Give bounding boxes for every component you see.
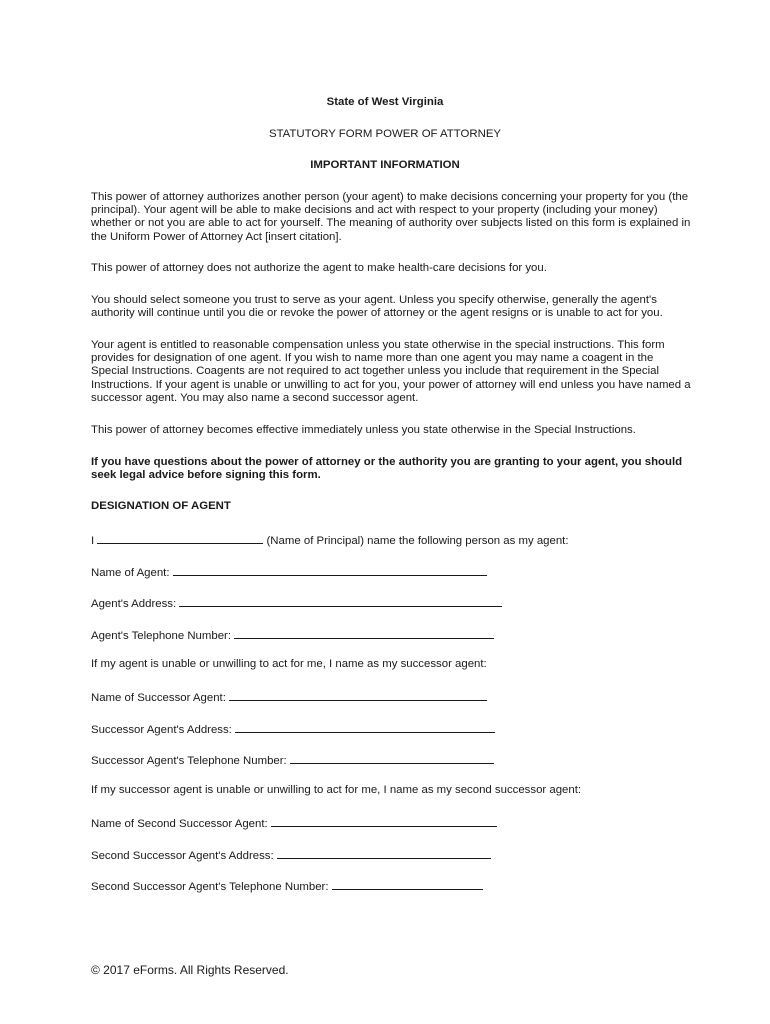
second-successor-address-label: Second Successor Agent's Address: [91, 850, 274, 862]
second-successor-name-label: Name of Second Successor Agent: [91, 818, 268, 830]
successor-intro: If my agent is unable or unwilling to act for me, I name as my successor agent: [91, 658, 487, 670]
agent-name-label: Name of Agent: [91, 567, 170, 579]
agent-name-row [91, 564, 487, 580]
paragraph-compensation: Your agent is entitled to reasonable compensation unless you state otherwise in the special instructions. This form provides for designation of one agent. If you wish to name more than one agent you may name a coagent in the Special Instructions. Coagents are not required to act together unless you include that requirement in the Special Instructions. If your agent is unable or unwilling to act for you, your power of attorney will end unless you have named a successor agent. You may also name a second successor agent. [91, 339, 691, 404]
second-successor-phone-label: Second Successor Agent's Telephone Number: [91, 881, 329, 893]
agent-phone-label: Agent's Telephone Number: [91, 630, 232, 642]
agent-phone-row [91, 627, 494, 643]
paragraph-effective: This power of attorney becomes effective immediately unless you state otherwise in the Special Instructions. [91, 424, 636, 436]
second-successor-phone-row [91, 878, 483, 894]
second-successor-intro: If my successor agent is unable or unwilling to act for me, I name as my second successor agent: [91, 784, 582, 796]
form-title: STATUTORY FORM POWER OF ATTORNEY [268, 128, 502, 140]
agent-address-field[interactable] [179, 595, 502, 607]
paragraph-select-agent: You should select someone you trust to serve as your agent. Unless you specify otherwise, generally the agent's authority will continue until you die or revoke the power of attorney or the agent resigns or is unable to act for you. [91, 294, 663, 320]
successor-phone-field[interactable] [290, 752, 494, 764]
successor-address-label: Successor Agent's Address: [91, 724, 232, 736]
second-successor-name-field[interactable] [271, 815, 497, 827]
principal-name-field[interactable] [97, 532, 263, 544]
paragraph-health-care: This power of attorney does not authorize the agent to make health-care decisions for you. [91, 262, 547, 274]
designation-heading: DESIGNATION OF AGENT [91, 500, 231, 512]
successor-address-row [91, 721, 495, 737]
state-title: State of West Virginia [326, 96, 444, 108]
successor-name-field[interactable] [229, 689, 487, 701]
paragraph-authorization: This power of attorney authorizes another person (your agent) to make decisions concerning your property for you (the principal). Your agent will be able to make decisions and act with respect to your property (including your money) whether or not you are able to act for yourself. The meaning of authority over subjects listed on this form is explained in the Uniform Power of Attorney Act [insert citation]. [91, 191, 691, 243]
agent-name-field[interactable] [173, 564, 487, 576]
second-successor-address-row [91, 847, 491, 863]
successor-name-row [91, 689, 487, 705]
principal-suffix: (Name of Principal) name the following person as my agent: [266, 535, 569, 547]
successor-phone-label: Successor Agent's Telephone Number: [91, 755, 287, 767]
successor-phone-row [91, 752, 494, 768]
successor-name-label: Name of Successor Agent: [91, 692, 226, 704]
principal-prefix: I [91, 535, 95, 547]
second-successor-name-row [91, 815, 497, 831]
successor-address-field[interactable] [235, 721, 495, 733]
second-successor-address-field[interactable] [277, 847, 491, 859]
agent-address-label: Agent's Address: [91, 598, 177, 610]
principal-line [91, 532, 569, 548]
agent-phone-field[interactable] [234, 627, 494, 639]
important-heading: IMPORTANT INFORMATION [310, 159, 460, 171]
agent-address-row [91, 595, 502, 611]
paragraph-legal-advice: If you have questions about the power of attorney or the authority you are granting to your agent, you should seek legal advice before signing this form. [91, 456, 683, 482]
second-successor-phone-field[interactable] [332, 878, 483, 890]
copyright-footer: © 2017 eForms. All Rights Reserved. [91, 963, 289, 977]
